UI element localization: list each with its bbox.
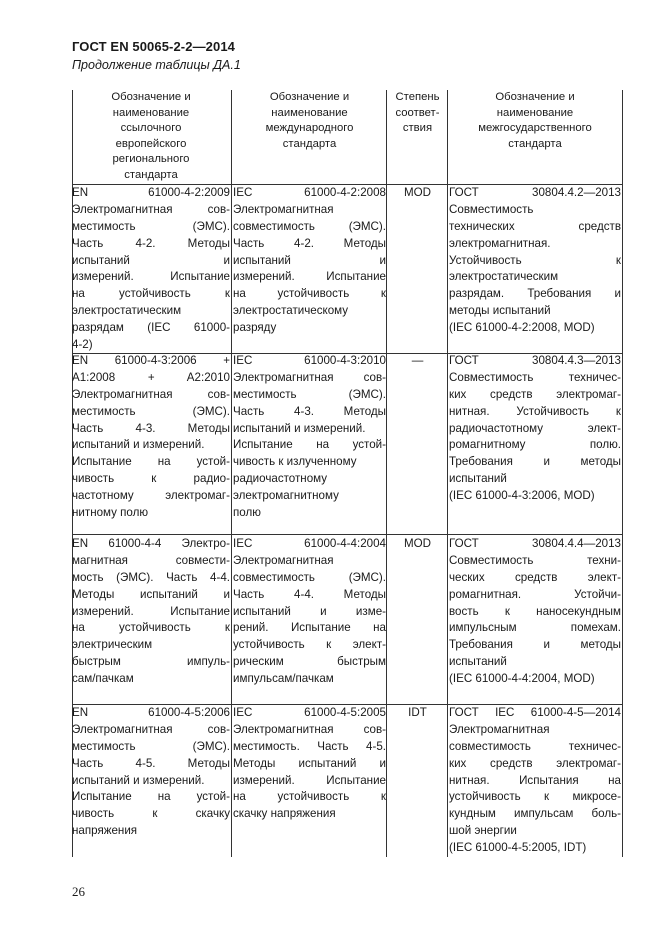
row4-reference-cell — [72, 705, 230, 840]
cell-line: разряду — [233, 321, 277, 335]
cell-line: ГОСТ 30804.4.3—2013 — [449, 354, 621, 367]
cell-line: Испытание на устой- — [72, 790, 230, 804]
degree-value: IDT — [408, 706, 427, 719]
header-interstate-standard — [449, 90, 621, 152]
cell-line: Часть 4-3. Методы — [233, 404, 386, 418]
header-line: Обозначение и — [111, 91, 191, 103]
cell-line: ромагнитная. Устойчи- — [449, 587, 621, 601]
cell-line: испытаний и измерений. — [72, 438, 205, 452]
cell-line: совместимость (ЭМС). — [233, 219, 386, 233]
degree-value: MOD — [403, 186, 432, 199]
row4-interstate-cell — [449, 705, 621, 857]
header-line: европейского — [115, 137, 187, 150]
row2-degree-cell — [388, 353, 447, 370]
cell-line: EN 61000-4-4 Электро- — [72, 537, 230, 550]
cell-line: измерений. Испытание — [233, 773, 386, 787]
header-line: межгосударственного — [478, 122, 592, 134]
degree-value: — — [411, 354, 424, 367]
cell-line: испытаний и измерений. — [233, 421, 366, 435]
header-line: ссылочного — [120, 122, 182, 134]
table-row-rule-2 — [72, 534, 623, 535]
cell-line: Требования и методы — [449, 455, 621, 469]
cell-line: чивость к скачку — [72, 807, 230, 821]
cell-line: устойчивость к элект- — [233, 638, 386, 652]
cell-line: напряжения — [72, 824, 138, 838]
cell-line: электромагнитному — [233, 489, 339, 503]
cell-line: EN 61000-4-5:2006 — [72, 706, 230, 719]
cell-line: Часть 4-3. Методы — [72, 421, 230, 435]
cell-line: Электромагнитная — [233, 202, 334, 216]
cell-line: ких средств электромаг- — [449, 387, 621, 401]
header-line: Обозначение и — [495, 91, 575, 103]
cell-line: Часть 4-5. Методы — [72, 756, 230, 770]
cell-line: мость (ЭМС). Часть 4-4. — [72, 570, 230, 584]
cell-line: IEC 61000-4-2:2008 — [233, 186, 386, 199]
cell-line: магнитная совмести- — [72, 553, 230, 567]
cell-line: местимость. Часть 4-5. — [233, 739, 386, 753]
header-line: стандарта — [282, 137, 337, 150]
cell-line: скачку напряжения — [233, 807, 336, 821]
row2-interstate-cell — [449, 353, 621, 505]
table-divider-1 — [231, 90, 232, 857]
cell-line: устойчивость к микросе- — [449, 790, 621, 804]
cell-line: ких средств электромаг- — [449, 756, 621, 770]
cell-line: Испытание на устой- — [233, 438, 386, 452]
cell-line: местимость (ЭМС). — [72, 404, 230, 418]
cell-line: Электромагнитная — [233, 553, 334, 567]
cell-line: Электромагнитная сов- — [233, 370, 386, 384]
cell-line: IEC 61000-4-3:2010 — [233, 354, 386, 367]
cell-line: кундным импульсам боль- — [449, 807, 621, 821]
cell-line: электростатическому — [233, 304, 349, 318]
table-divider-3 — [447, 90, 448, 857]
cell-line: вость к наносекундным — [449, 604, 621, 618]
cell-line: Методы испытаний и — [72, 587, 230, 601]
cell-line: Электромагнитная сов- — [233, 722, 386, 736]
cell-line: радиочастотному — [233, 472, 328, 486]
cell-line: ГОСТ 30804.4.2—2013 — [449, 186, 621, 199]
header-reference-standard — [72, 90, 230, 183]
cell-line: Часть 4-2. Методы — [233, 236, 386, 250]
row2-international-cell — [233, 353, 386, 522]
cell-line: электрическим — [72, 638, 153, 652]
cell-line: измерений. Испытание — [233, 270, 386, 284]
cell-line: Электромагнитная — [449, 722, 550, 736]
cell-line: электромагнитная. — [449, 236, 551, 250]
cell-line: Методы испытаний и — [233, 756, 386, 770]
cell-line: Электромагнитная сов- — [72, 387, 230, 401]
cell-line: на устойчивость к — [72, 621, 230, 635]
cell-line: Электромагнитная сов- — [72, 722, 230, 736]
degree-value: MOD — [403, 537, 432, 550]
cell-line: нитная. Устойчивость к — [449, 404, 621, 418]
header-line: стандарта — [508, 137, 562, 150]
cell-line: радиочастотному элект- — [449, 421, 621, 435]
header-line: стандарта — [124, 168, 178, 181]
cell-line: совместимость техничес- — [449, 739, 621, 753]
cell-line: на устойчивость к — [233, 790, 386, 804]
cell-line: методы испытаний — [449, 304, 551, 318]
cell-line: рений. Испытание на — [233, 621, 386, 635]
row1-degree-cell — [388, 185, 447, 202]
header-line: Обозначение и — [269, 91, 350, 103]
standards-table — [72, 90, 623, 857]
cell-line: разрядам. Требования и — [449, 287, 621, 301]
cell-line: (IEC 61000-4-3:2006, MOD) — [449, 489, 595, 503]
cell-line: измерений. Испытание — [72, 270, 230, 284]
header-line: ствия — [402, 122, 433, 134]
cell-line: сам/пачкам — [72, 672, 134, 686]
header-international-standard — [233, 90, 386, 152]
cell-line: IEC 61000-4-5:2005 — [233, 706, 386, 719]
cell-line: Испытание на устой- — [72, 455, 230, 469]
cell-line: 4-2) — [72, 338, 93, 352]
cell-line: (IEC 61000-4-4:2004, MOD) — [449, 672, 595, 686]
row3-degree-cell — [388, 536, 447, 553]
cell-line: нитному полю — [72, 506, 149, 520]
cell-line: A1:2008 + A2:2010 — [72, 370, 230, 384]
cell-line: частотному электромаг- — [72, 489, 230, 503]
header-line: регионального — [112, 153, 190, 165]
cell-line: импульсам/пачкам — [233, 672, 334, 686]
cell-line: Совместимость — [449, 202, 534, 216]
cell-line: чивость к радио- — [72, 472, 230, 486]
cell-line: EN 61000-4-3:2006 + — [72, 354, 230, 367]
cell-line: Часть 4-2. Методы — [72, 236, 230, 250]
cell-line: измерений. Испытание — [72, 604, 230, 618]
table-border-right — [622, 90, 623, 857]
cell-line: испытаний и изме- — [233, 604, 386, 618]
cell-line: чивость к излученному — [233, 455, 357, 469]
cell-line: ГОСТ IEC 61000-4-5—2014 — [449, 706, 621, 719]
cell-line: IEC 61000-4-4:2004 — [233, 537, 386, 550]
cell-line: разрядам (IEC 61000- — [72, 321, 230, 335]
table-divider-2 — [386, 90, 387, 857]
cell-line: испытаний и — [72, 253, 230, 267]
row1-interstate-cell — [449, 185, 621, 337]
cell-line: рическим быстрым — [233, 655, 386, 669]
cell-line: испытаний — [449, 655, 507, 669]
header-line: международного — [265, 122, 354, 134]
cell-line: ческих средств элект- — [449, 570, 621, 584]
table-continuation-caption: Продолжение таблицы ДА.1 — [72, 58, 241, 72]
cell-line: технических средств — [449, 219, 621, 233]
header-degree-of-correspondence — [388, 90, 447, 137]
cell-line: ГОСТ 30804.4.4—2013 — [449, 537, 621, 550]
cell-line: электростатическим — [72, 304, 182, 318]
cell-line: испытаний — [449, 472, 507, 486]
row3-reference-cell — [72, 536, 230, 688]
header-line: наименование — [112, 106, 190, 119]
row4-degree-cell — [388, 705, 447, 722]
row1-international-cell — [233, 185, 386, 337]
cell-line: на устойчивость к — [233, 287, 386, 301]
cell-line: EN 61000-4-2:2009 — [72, 186, 230, 199]
row2-reference-cell — [72, 353, 230, 522]
cell-line: на устойчивость к — [72, 287, 230, 301]
row3-interstate-cell — [449, 536, 621, 688]
cell-line: совместимость (ЭМС). — [233, 570, 386, 584]
cell-line: полю — [233, 506, 261, 520]
row3-international-cell — [233, 536, 386, 688]
cell-line: испытаний и — [233, 253, 386, 267]
header-line: наименование — [271, 106, 348, 119]
cell-line: электростатическим — [449, 270, 559, 284]
cell-line: шой энергии — [449, 824, 517, 838]
cell-line: Электромагнитная сов- — [72, 202, 230, 216]
row1-reference-cell — [72, 185, 230, 354]
cell-line: испытаний и измерений. — [72, 773, 205, 787]
header-line: Степень — [395, 91, 440, 103]
cell-line: Часть 4-4. Методы — [233, 587, 386, 601]
cell-line: Требования и методы — [449, 638, 621, 652]
cell-line: (IEC 61000-4-2:2008, MOD) — [449, 321, 595, 335]
cell-line: (IEC 61000-4-5:2005, IDT) — [449, 841, 587, 855]
cell-line: местимость (ЭМС). — [72, 739, 230, 753]
cell-line: быстрым импуль- — [72, 655, 230, 669]
cell-line: местимость (ЭМС). — [72, 219, 230, 233]
page-number: 26 — [72, 884, 85, 899]
cell-line: Совместимость техни- — [449, 553, 621, 567]
cell-line: ромагнитному полю. — [449, 438, 621, 452]
header-line: соответ- — [395, 106, 440, 119]
row4-international-cell — [233, 705, 386, 823]
cell-line: местимость (ЭМС). — [233, 387, 386, 401]
cell-line: нитная. Испытания на — [449, 773, 621, 787]
cell-line: Устойчивость к — [449, 253, 621, 267]
header-line: наименование — [496, 106, 574, 119]
cell-line: импульсным помехам. — [449, 621, 621, 635]
cell-line: Совместимость техничес- — [449, 370, 621, 384]
document-title: ГОСТ EN 50065-2-2—2014 — [72, 39, 235, 54]
